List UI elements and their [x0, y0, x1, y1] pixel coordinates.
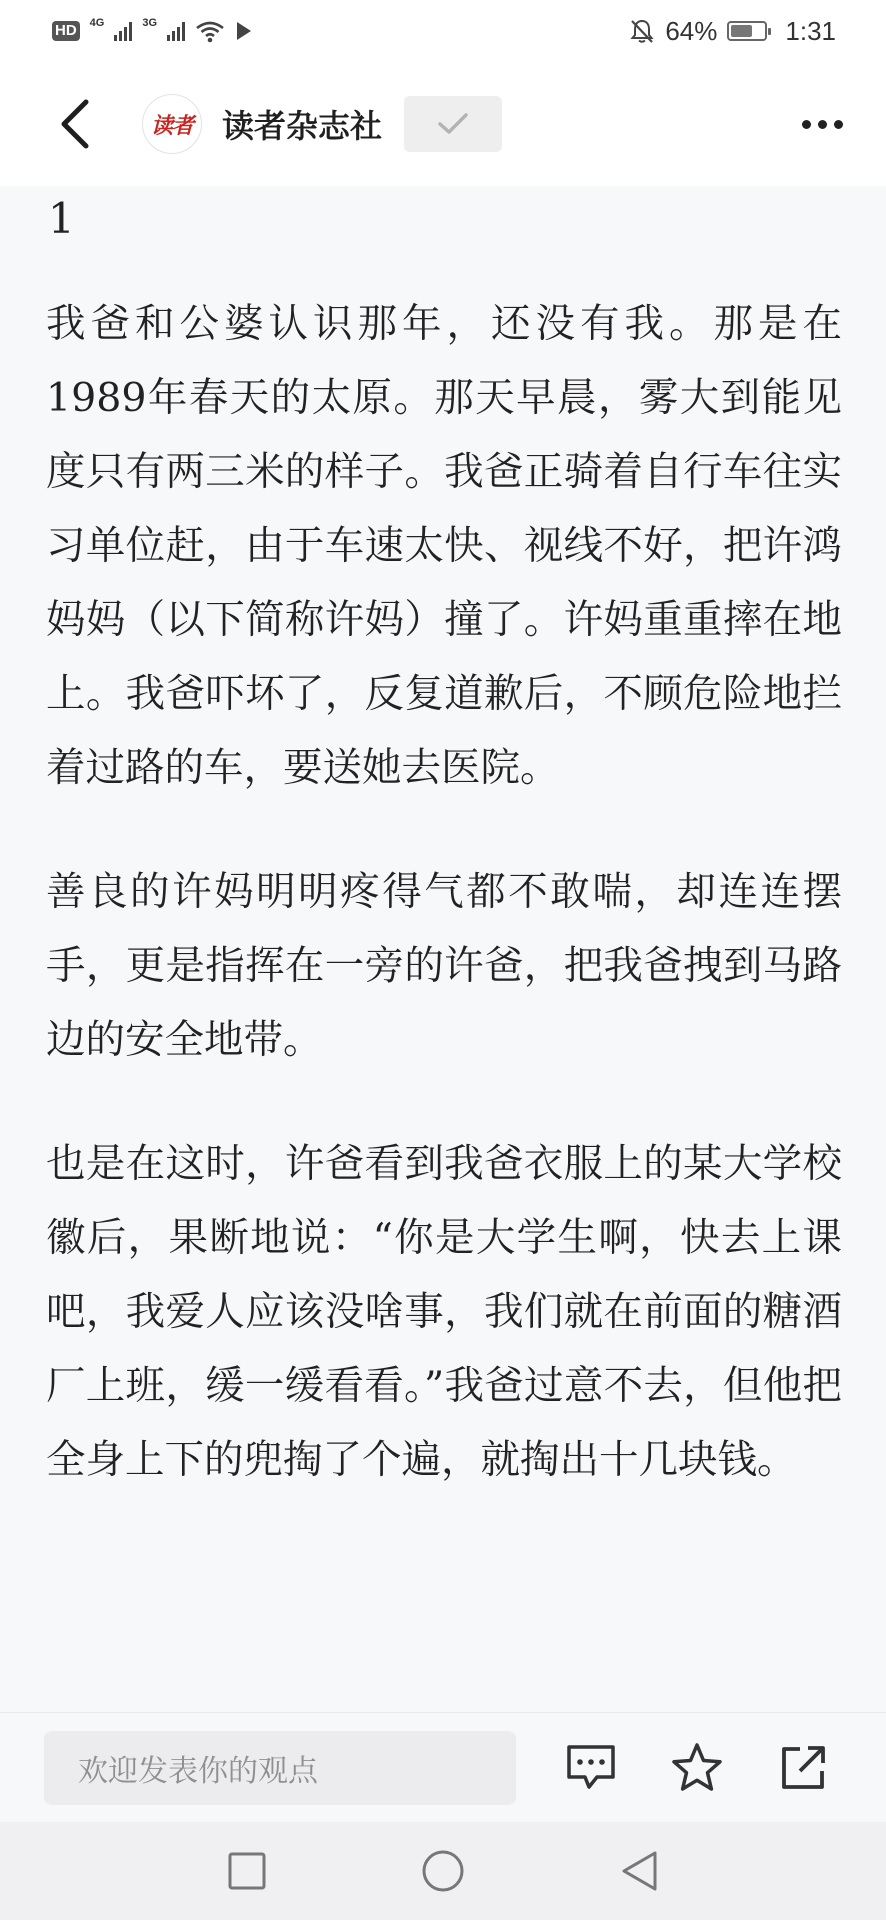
share-icon — [778, 1743, 828, 1793]
more-dot — [802, 120, 811, 129]
article-paragraph: 我爸和公婆认识那年，还没有我。那是在1989年春天的太原。那天早晨，雾大到能见度只有两三米的样子。我爸正骑着自行车往实习单位赶，由于车速太快、视线不好，把许鸿妈妈（以下简称许妈）撞了。许妈重重摔在地上。我爸吓坏了，反复道歉后，不顾危险地拦着过路的车，要送她去医院。 — [46, 301, 842, 791]
battery-fill — [731, 25, 751, 37]
bell-muted-icon — [629, 18, 655, 44]
comment-placeholder: 欢迎发表你的观点 — [78, 1753, 318, 1789]
logo-text: 读者 — [150, 112, 193, 139]
status-bar — [0, 0, 886, 62]
top-navigation — [0, 62, 886, 186]
follow-button[interactable] — [404, 96, 502, 152]
star-icon — [670, 1742, 724, 1794]
circle-icon — [421, 1849, 465, 1893]
battery-percent: 64% — [665, 15, 718, 46]
account-logo[interactable] — [142, 94, 202, 154]
signal-icon-2 — [167, 21, 185, 41]
network-type-2: 3G — [142, 17, 158, 29]
system-back-button[interactable] — [616, 1848, 662, 1894]
back-button[interactable] — [30, 74, 120, 174]
play-icon — [235, 21, 253, 41]
article-body[interactable] — [0, 186, 886, 1712]
more-dot — [834, 120, 843, 129]
account-name[interactable]: 读者杂志社 — [222, 107, 383, 145]
system-navigation-bar — [0, 1822, 886, 1920]
home-button[interactable] — [420, 1848, 466, 1894]
recent-apps-button[interactable] — [224, 1848, 270, 1894]
clock: 1:31 — [785, 15, 836, 46]
signal-icon — [114, 21, 132, 41]
back-arrow-icon — [58, 98, 92, 150]
section-number: 1 — [48, 194, 75, 243]
battery-icon — [727, 21, 767, 41]
comment-button[interactable] — [558, 1735, 624, 1801]
favorite-button[interactable] — [664, 1735, 730, 1801]
wifi-icon — [195, 19, 225, 43]
status-left — [52, 19, 253, 43]
checkmark-icon — [437, 112, 469, 136]
comment-icon — [565, 1743, 617, 1793]
more-options-button[interactable] — [792, 94, 852, 154]
share-button[interactable] — [770, 1735, 836, 1801]
hd-indicator: HD — [52, 21, 80, 41]
comment-input[interactable] — [44, 1731, 516, 1805]
article-paragraph: 也是在这时，许爸看到我爸衣服上的某大学校徽后，果断地说：“你是大学生啊，快去上课吧，我爱人应该没啥事，我们就在前面的糖酒厂上班，缓一缓看看。”我爸过意不去，但他把全身上下的兜掏了个遍，就掏出十几块钱。 — [46, 1141, 842, 1483]
article-paragraph: 善良的许妈明明疼得气都不敢喘，却连连摆手，更是指挥在一旁的许爸，把我爸拽到马路边的安全地带。 — [46, 869, 842, 1063]
comment-bar — [0, 1712, 886, 1822]
network-type-1: 4G — [89, 17, 105, 29]
triangle-back-icon — [619, 1849, 659, 1893]
status-right — [629, 16, 836, 47]
more-dot — [818, 120, 827, 129]
square-icon — [227, 1851, 267, 1891]
